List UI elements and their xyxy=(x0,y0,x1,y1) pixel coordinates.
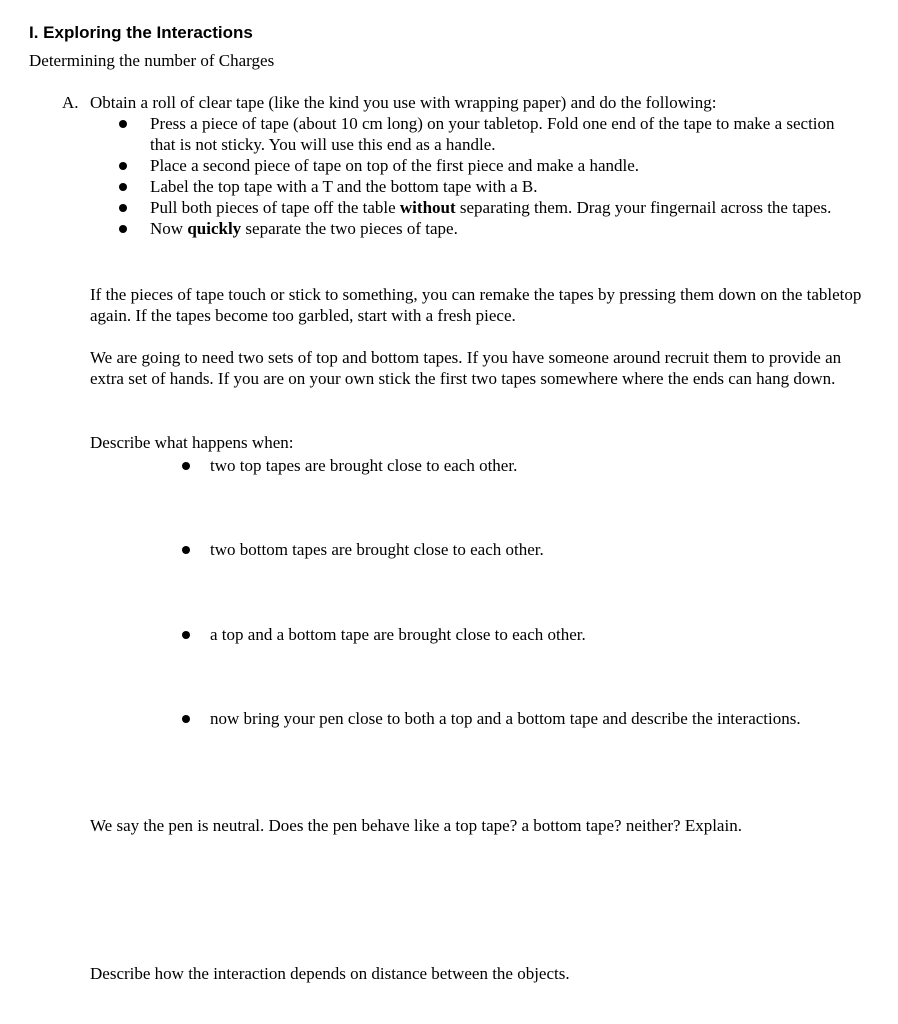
section-subtitle: Determining the number of Charges xyxy=(29,51,275,70)
list-item xyxy=(88,113,852,155)
section-a-intro: Obtain a roll of clear tape (like the kind you use with wrapping paper) and do the following: xyxy=(90,93,717,112)
bullet-icon xyxy=(182,631,190,639)
bullet-icon xyxy=(182,546,190,554)
procedure-steps xyxy=(88,113,852,239)
bullet-icon xyxy=(119,183,127,191)
describe-item-text: a top and a bottom tape are brought close to each other. xyxy=(210,625,586,644)
list-item xyxy=(88,218,852,239)
remake-paragraph: If the pieces of tape touch or stick to something, you can remake the tapes by pressing them down on the tabletop again. If the tapes become too garbled, start with a fresh piece. xyxy=(90,285,862,325)
step-text: Label the top tape with a T and the bottom tape with a B. xyxy=(150,177,538,196)
list-item xyxy=(150,539,544,560)
bullet-icon xyxy=(119,204,127,212)
step-text-pre: Now xyxy=(150,219,188,238)
describe-item-text: two bottom tapes are brought close to each other. xyxy=(210,540,544,559)
list-item xyxy=(88,176,852,197)
list-item xyxy=(150,455,517,476)
section-a-letter: A. xyxy=(62,93,79,112)
list-item xyxy=(150,624,586,645)
tape-sets-paragraph: We are going to need two sets of top and bottom tapes. If you have someone around recruit them to provide an extra set of hands. If you are on your own stick the first two tapes somewhere where the ends can hang down. xyxy=(90,348,842,388)
bullet-icon xyxy=(119,162,127,170)
describe-item-text: now bring your pen close to both a top and a bottom tape and describe the interactions. xyxy=(210,709,801,728)
distance-question: Describe how the interaction depends on distance between the objects. xyxy=(90,964,570,983)
list-item xyxy=(88,197,852,218)
step-text-post: separate the two pieces of tape. xyxy=(241,219,458,238)
list-item xyxy=(88,155,852,176)
step-text-bold: without xyxy=(399,198,456,217)
describe-item-text: two top tapes are brought close to each other. xyxy=(210,456,518,475)
neutral-question: We say the pen is neutral. Does the pen behave like a top tape? a bottom tape? neither? Explain. xyxy=(90,816,742,835)
page-title: I. Exploring the Interactions xyxy=(29,23,253,42)
bullet-icon xyxy=(119,120,127,128)
step-text: Press a piece of tape (about 10 cm long) on your tabletop. Fold one end of the tape to make a section that is not sticky. You will use this end as a handle. xyxy=(150,114,835,154)
step-text-bold: quickly xyxy=(187,219,242,238)
list-item xyxy=(150,708,801,729)
bullet-icon xyxy=(182,715,190,723)
describe-intro: Describe what happens when: xyxy=(90,433,294,452)
step-text-post: separating them. Drag your fingernail across the tapes. xyxy=(455,198,832,217)
bullet-icon xyxy=(182,462,190,470)
step-text-pre: Pull both pieces of tape off the table xyxy=(150,198,400,217)
step-text: Place a second piece of tape on top of the first piece and make a handle. xyxy=(150,156,640,175)
bullet-icon xyxy=(119,225,127,233)
